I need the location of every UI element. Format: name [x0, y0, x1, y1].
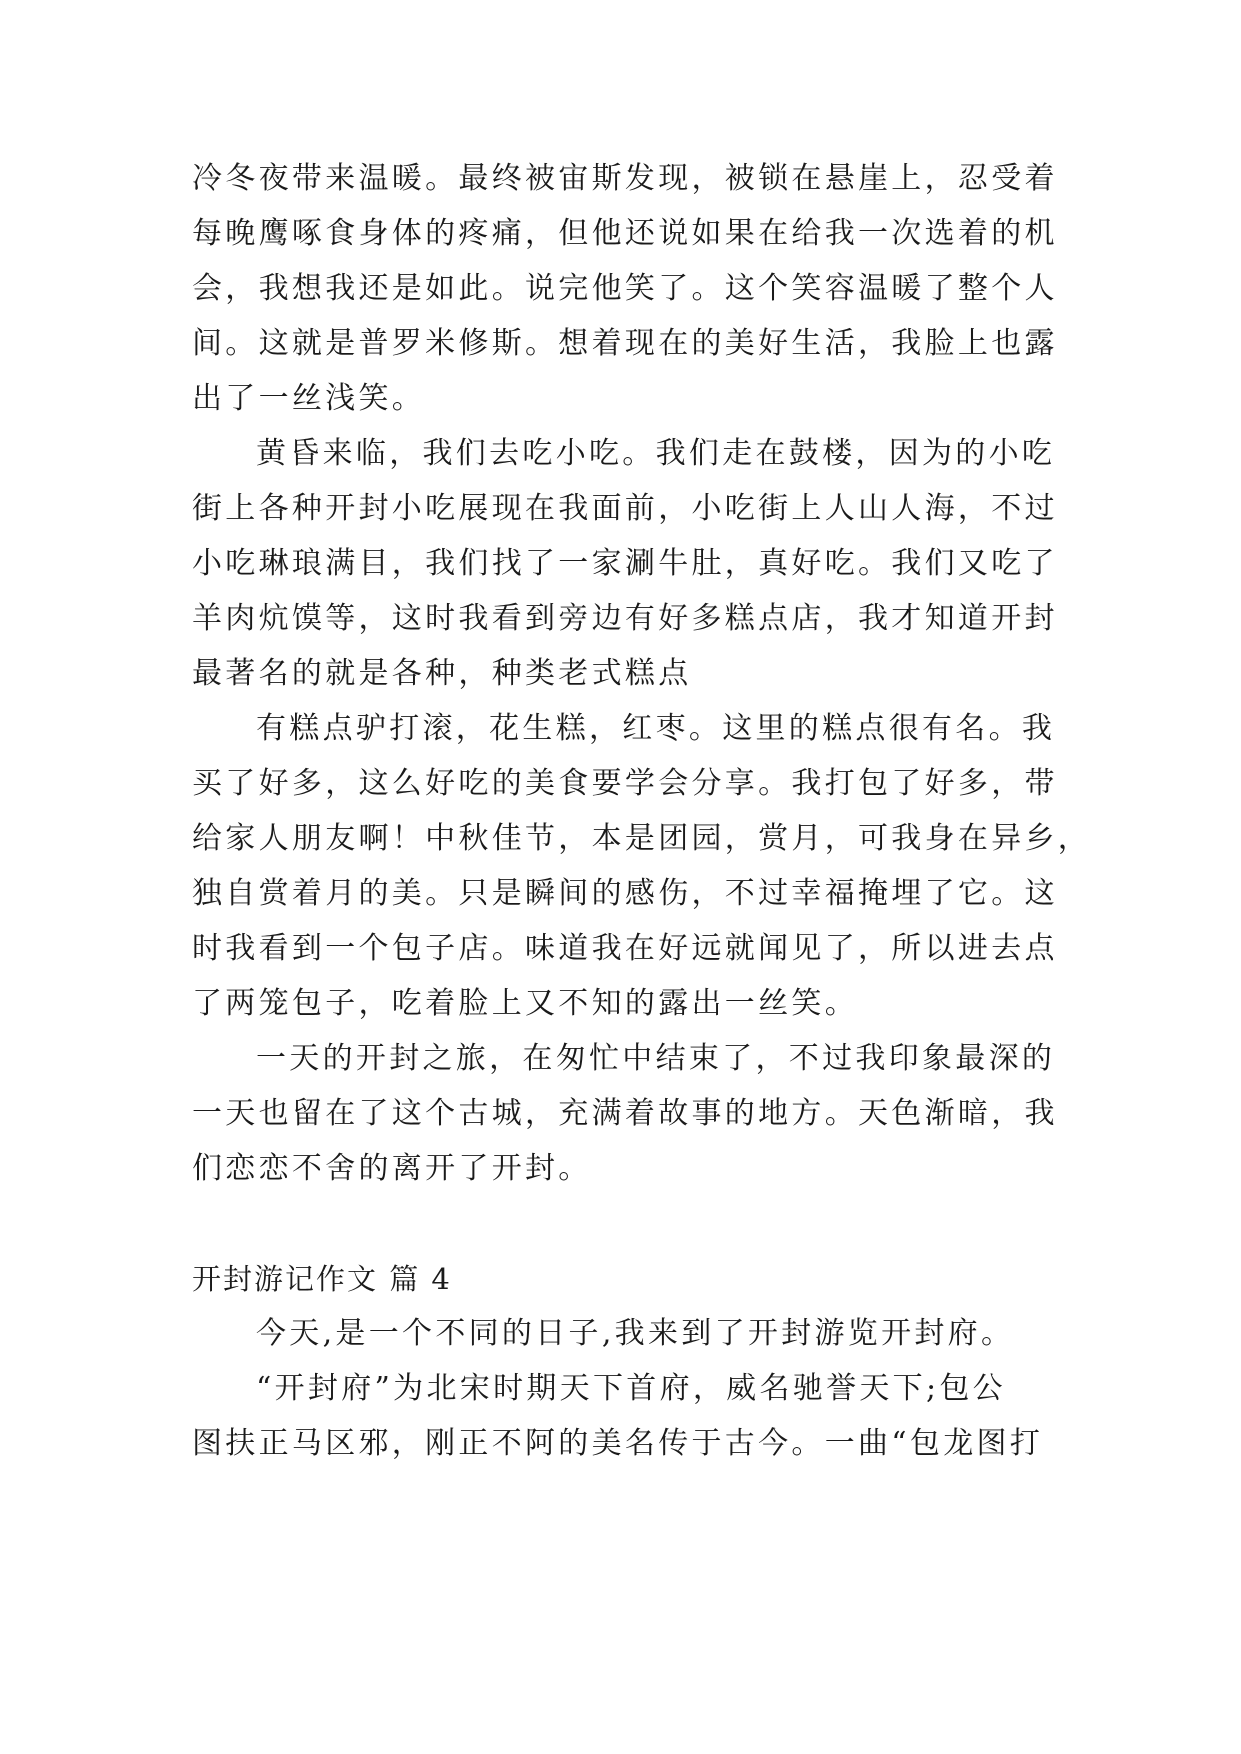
paragraph-line: 给家人朋友啊！中秋佳节，本是团园，赏月，可我身在异乡，: [192, 821, 1092, 856]
paragraph-line: 有糕点驴打滚，花生糕，红枣。这里的糕点很有名。我: [256, 711, 1056, 746]
section-heading: 开封游记作文 篇 4: [192, 1262, 452, 1296]
paragraph-line: 冷冬夜带来温暖。最终被宙斯发现，被锁在悬崖上，忍受着: [192, 161, 1058, 196]
paragraph-line: 出了一丝浅笑。: [192, 381, 426, 416]
paragraph-line: 间。这就是普罗米修斯。想着现在的美好生活，我脸上也露: [192, 326, 1058, 361]
paragraph-line: 黄昏来临，我们去吃小吃。我们走在鼓楼，因为的小吃: [256, 436, 1056, 471]
paragraph-line: 羊肉炕馍等，这时我看到旁边有好多糕点店，我才知道开封: [192, 601, 1058, 636]
paragraph-line: 时我看到一个包子店。味道我在好远就闻见了，所以进去点: [192, 931, 1058, 966]
paragraph-line: 一天的开封之旅，在匆忙中结束了，不过我印象最深的: [256, 1041, 1056, 1076]
paragraph-line: 街上各种开封小吃展现在我面前，小吃街上人山人海，不过: [192, 491, 1058, 526]
paragraph-line: 会，我想我还是如此。说完他笑了。这个笑容温暖了整个人: [192, 271, 1058, 306]
paragraph-line: 最著名的就是各种，种类老式糕点: [192, 656, 692, 691]
paragraph-line: 了两笼包子，吃着脸上又不知的露出一丝笑。: [192, 986, 858, 1021]
paragraph-line: 独自赏着月的美。只是瞬间的感伤，不过幸福掩埋了它。这: [192, 876, 1058, 911]
paragraph-line: 买了好多，这么好吃的美食要学会分享。我打包了好多，带: [192, 766, 1058, 801]
paragraph-line: 一天也留在了这个古城，充满着故事的地方。天色渐暗，我: [192, 1096, 1058, 1131]
paragraph-line: 们恋恋不舍的离开了开封。: [192, 1151, 592, 1186]
paragraph-line: 小吃琳琅满目，我们找了一家涮牛肚，真好吃。我们又吃了: [192, 546, 1058, 581]
paragraph-line: 每晚鹰啄食身体的疼痛，但他还说如果在给我一次选着的机: [192, 216, 1058, 251]
paragraph-line: “开封府”为北宋时期天下首府，威名驰誉天下;包公: [256, 1371, 1006, 1406]
paragraph-line: 图扶正马区邪，刚正不阿的美名传于古今。一曲“包龙图打: [192, 1426, 1044, 1461]
paragraph-line: 今天,是一个不同的日子,我来到了开封游览开封府。: [256, 1316, 1015, 1351]
